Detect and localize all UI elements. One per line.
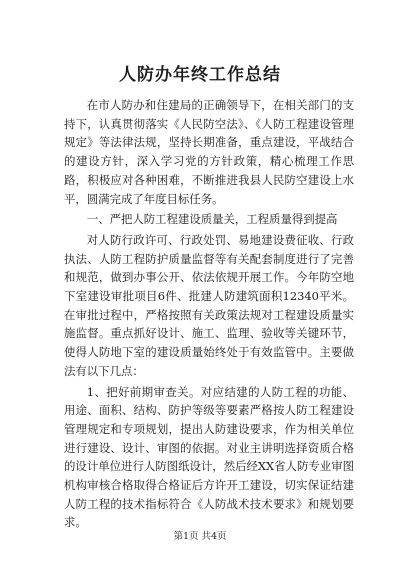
section-heading-quality: 一、严把人防工程建设质量关，工程质量得到提高 — [86, 212, 338, 227]
document-body — [64, 96, 354, 532]
document-title: 人防办年终工作总结 — [119, 65, 281, 85]
paragraph-quality-measures: 对人防行政许可、行政处罚、易地建设费征收、行政执法、人防工程防护质量监督等有关配套制度进行了完善和规范，做到办事公开、依法依规开展工作。今年防空地下室建设审批项目6件、批建人防建筑面积12340平米。在审批过程中，严格按照有关政策法规对工程建设质量实施监督。重点抓好设计、施工、监理、验收等关键环节，使得人防地下室的建设质量始终处于有效监管中。主要做法有以下几点： — [64, 232, 354, 378]
paragraph-pre-review: 1、把好前期审查关。对应结建的人防工程的功能、用途、面积、结构、防护等级等要素严格按人防工程建设管理规定和专项规划，提出人防建设要求，作为相关单位进行建设、设计、审图的依据。对业主讲明选择资质合格的设计单位进行人防图纸设计，然后经XX省人防专业审图机构审核合格取得合格证后方许开工建设，切实保证结建人防工程的技术指标符合《人防战术技术要求》和规划要求。 — [64, 384, 354, 530]
page-number-footer: 第1页 共4页 — [173, 531, 227, 542]
paragraph-intro: 在市人防办和住建局的正确领导下，在相关部门的支持下，认真贯彻落实《人民防空法》、《人防工程建设管理规定》等法律法规，坚持长期准备，重点建设，平战结合的建设方针，深入学习党的方针政策，精心梳理工作思路，积极应对各种困难，不断推进我县人民防空建设上水平，圆满完成了年度目标任务。 — [64, 98, 354, 206]
